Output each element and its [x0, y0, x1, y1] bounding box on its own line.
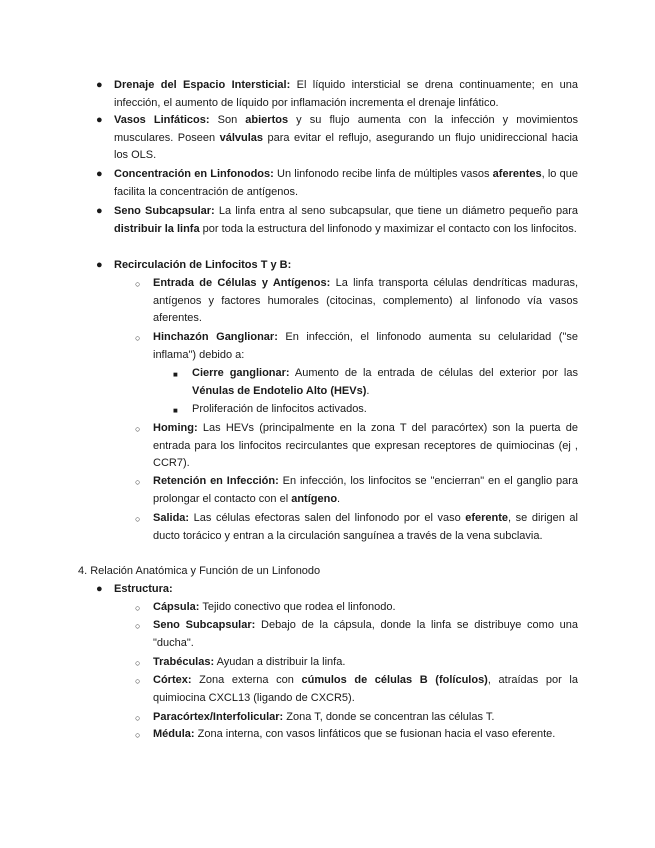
list-item-cierre-ganglionar — [192, 365, 578, 400]
bullet-level3: ■ — [173, 370, 178, 379]
bullet-level2: ○ — [135, 514, 141, 524]
list-item-retencion — [153, 473, 578, 508]
item-text: La linfa entra al seno subcapsular, que tiene un diámetro pequeño para — [214, 205, 578, 217]
bullet-level2: ○ — [135, 603, 141, 613]
item-emphasis: válvulas — [219, 131, 264, 144]
list-item-hinchazon — [153, 329, 578, 364]
item-text: La linfa transporta células dendríticas maduras, antígenos y factores humorales (citocinas, complemento) al linfonodo vía vasos aferentes. — [153, 277, 579, 325]
item-text: Tejido conectivo que rodea el linfonodo. — [199, 601, 396, 613]
bullet-level2: ○ — [135, 333, 141, 343]
item-text: . — [337, 492, 341, 505]
bullet-level1: ● — [96, 583, 103, 595]
bullet-level3: ■ — [173, 406, 178, 415]
bullet-level1: ● — [96, 168, 103, 180]
list-item-estructura — [114, 581, 578, 599]
bullet-level2: ○ — [135, 658, 141, 668]
item-lead: Paracórtex/Interfolicular: — [153, 711, 284, 723]
bullet-level2: ○ — [135, 713, 141, 723]
item-lead: Retención en Infección: — [153, 475, 279, 487]
list-item-paracortex — [153, 709, 578, 727]
bullet-level2: ○ — [135, 676, 141, 686]
item-text: Son — [209, 114, 246, 126]
bullet-level2: ○ — [135, 730, 141, 740]
bullet-level1: ● — [96, 205, 103, 217]
list-item-entrada-celulas — [153, 275, 578, 328]
item-text: Las células efectoras salen del linfonodo por el vaso — [189, 512, 466, 524]
item-emphasis: eferente — [465, 512, 509, 524]
item-lead: Concentración en Linfonodos: — [114, 168, 274, 180]
bullet-level2: ○ — [135, 279, 141, 289]
item-lead: Seno Subcapsular: — [114, 205, 215, 217]
item-lead: Médula: — [153, 728, 195, 740]
item-text: Un linfonodo recibe linfa de múltiples vasos — [273, 168, 493, 180]
item-text: Zona externa con — [191, 674, 302, 686]
item-lead: Seno Subcapsular: — [153, 619, 256, 631]
list-item-capsula — [153, 599, 578, 617]
item-text: por toda la estructura del linfonodo y maximizar el contacto con los linfocitos. — [199, 222, 577, 235]
item-text: para evitar el reflujo, asegurando un flujo unidireccional hacia los OLS. — [114, 131, 579, 162]
item-emphasis: antígeno — [291, 492, 338, 505]
item-text: Debajo de la cápsula, donde la linfa se distribuye como una "ducha". — [153, 619, 578, 649]
list-item-proliferacion — [192, 401, 578, 419]
item-text: Zona T, donde se concentran las células T. — [283, 711, 495, 723]
item-lead: Trabéculas: — [153, 656, 215, 668]
bullet-level1: ● — [96, 114, 103, 126]
item-text: Aumento de la entrada de células del exterior por las — [289, 367, 578, 379]
item-emphasis: cúmulos de células B (folículos) — [301, 674, 488, 686]
section-heading: 4. Relación Anatómica y Función de un Linfonodo — [78, 565, 321, 577]
item-text: En infección, los linfocitos se "encierran" en el ganglio para prolongar el contacto con el — [153, 475, 579, 505]
list-item-homing — [153, 420, 578, 473]
item-lead: Cápsula: — [153, 601, 200, 613]
item-lead: Recirculación de Linfocitos T y B: — [114, 259, 292, 271]
item-text: . — [366, 384, 370, 397]
list-item-trabeculas — [153, 654, 578, 672]
item-lead: Córtex: — [153, 674, 192, 686]
item-emphasis: Vénulas de Endotelio Alto (HEVs) — [192, 384, 367, 397]
item-emphasis: distribuir la linfa — [114, 222, 200, 235]
list-item-recirculacion — [114, 257, 578, 275]
bullet-level1: ● — [96, 79, 103, 91]
list-item-salida — [153, 510, 578, 545]
item-emphasis: abiertos — [245, 114, 289, 126]
item-text: Zona interna, con vasos linfáticos que se fusionan hacia el vaso eferente. — [194, 728, 556, 740]
item-lead: Estructura: — [114, 583, 173, 595]
bullet-level2: ○ — [135, 477, 141, 487]
item-lead: Entrada de Células y Antígenos: — [153, 277, 331, 289]
item-text: y su flujo aumenta con la infección y movimientos musculares. Poseen — [114, 114, 578, 144]
list-item-drenaje — [114, 77, 578, 112]
list-item-seno-subcapsular — [114, 203, 578, 238]
item-text: , se dirigen al ducto torácico y entran a la circulación sanguínea a través de la vena subclavia. — [153, 512, 578, 542]
item-text: Ayudan a distribuir la linfa. — [214, 656, 346, 668]
item-text: Las HEVs (principalmente en la zona T del paracórtex) son la puerta de entrada para los linfocitos recirculantes que expresan receptores de quimiocinas (ej , CCR7). — [153, 422, 578, 470]
item-lead: Hinchazón Ganglionar: — [153, 331, 278, 343]
item-lead: Drenaje del Espacio Intersticial: — [114, 79, 291, 91]
list-item-concentracion — [114, 166, 578, 201]
list-item-seno-subcapsular-estructura — [153, 617, 578, 652]
item-lead: Homing: — [153, 422, 198, 434]
item-text: , atraídas por la quimiocina CXCL13 (ligando de CXCR5). — [153, 674, 578, 704]
item-lead: Cierre ganglionar: — [192, 367, 290, 379]
list-item-medula — [153, 726, 578, 744]
bullet-level1: ● — [96, 259, 103, 271]
bullet-level2: ○ — [135, 424, 141, 434]
list-item-vasos-linfaticos — [114, 112, 578, 165]
item-lead: Salida: — [153, 512, 190, 524]
item-text: Proliferación de linfocitos activados. — [192, 403, 367, 415]
list-item-cortex — [153, 672, 578, 707]
item-text: , lo que facilita la concentración de antígenos. — [114, 168, 578, 198]
bullet-level2: ○ — [135, 621, 141, 631]
item-text: El líquido intersticial se drena continuamente; en una infección, el aumento de líquido por inflamación incrementa el drenaje linfático. — [114, 79, 578, 109]
item-emphasis: aferentes — [492, 168, 542, 180]
item-text: En infección, el linfonodo aumenta su celularidad ("se inflama") debido a: — [153, 331, 578, 361]
item-lead: Vasos Linfáticos: — [114, 114, 210, 126]
